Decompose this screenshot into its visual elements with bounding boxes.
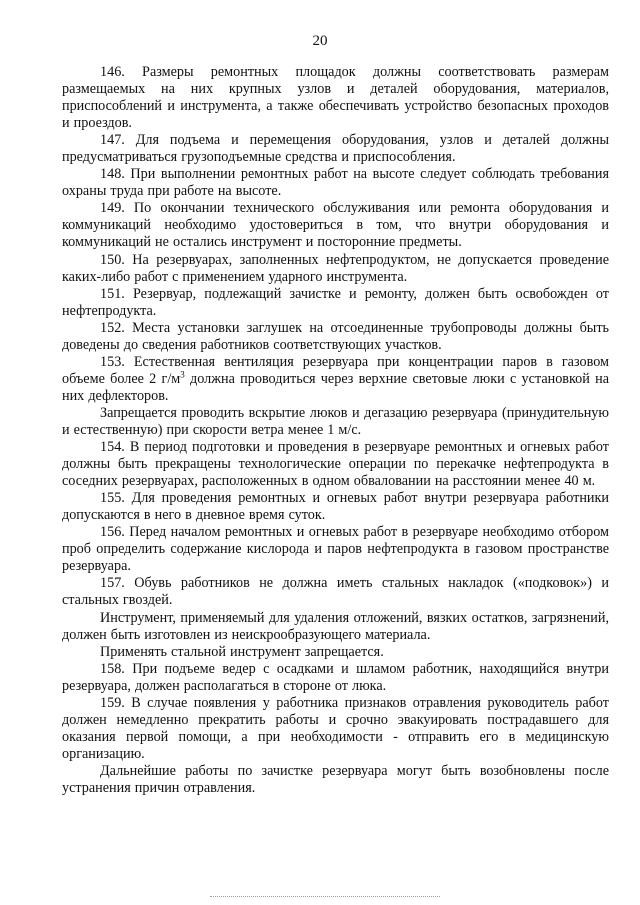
paragraph-151: 151. Резервуар, подлежащий зачистке и ремонту, должен быть освобожден от нефтепродукта. xyxy=(62,285,609,319)
paragraph-wind-restriction: Запрещается проводить вскрытие люков и дегазацию резервуара (принудительную и естественную) при скорости ветра менее 1 м/с. xyxy=(62,404,609,438)
paragraph-154: 154. В период подготовки и проведения в резервуаре ремонтных и огневых работ должны быть прекращены технологические операции по перекачке нефтепродукта в соседних резервуарах, расположенных в одном обваловании на расстоянии менее 40 м. xyxy=(62,439,609,490)
unit-exponent: 3 xyxy=(180,369,185,380)
document-body xyxy=(62,64,609,797)
paragraph-148: 148. При выполнении ремонтных работ на высоте следует соблюдать требования охраны труда при работе на высоте. xyxy=(62,166,609,200)
paragraph-153-end: должна проводиться через верхние световые люки с установкой на них дефлекторов. xyxy=(62,370,610,404)
paragraph-150: 150. На резервуарах, заполненных нефтепродуктом, не допускается проведение каких-либо работ с применением ударного инструмента. xyxy=(62,251,609,285)
paragraph-159: 159. В случае появления у работника признаков отравления руководитель работ должен немедленно прекратить работы и срочно эвакуировать пострадавшего для оказания первой помощи, а при необходимости - отправить его в медицинскую организацию. xyxy=(62,694,609,762)
paragraph-152: 152. Места установки заглушек на отсоединенные трубопроводы должны быть доведены до сведения работников соответствующих участков. xyxy=(62,319,609,353)
paragraph-steel-tools-ban: Применять стальной инструмент запрещается. xyxy=(100,643,384,660)
paragraph-157: 157. Обувь работников не должна иметь стальных накладок («подковок») и стальных гвоздей. xyxy=(62,575,609,609)
paragraph-147: 147. Для подъема и перемещения оборудования, узлов и деталей должны предусматриваться грузоподъемные средства и приспособления. xyxy=(62,132,609,166)
paragraph-156: 156. Перед началом ремонтных и огневых работ в резервуаре необходимо отбором проб определить содержание кислорода и паров нефтепродукта в газовом пространстве резервуара. xyxy=(62,524,609,575)
page-number: 20 xyxy=(312,33,328,49)
paragraph-153 xyxy=(62,354,609,405)
paragraph-149: 149. По окончании технического обслуживания или ремонта оборудования и коммуникаций необходимо удостовериться в том, что внутри оборудования и коммуникаций не остались инструмент и посторонние предметы. xyxy=(62,200,609,251)
paragraph-158: 158. При подъеме ведер с осадками и шламом работник, находящийся внутри резервуара, должен располагаться в стороне от люка. xyxy=(62,660,609,694)
scan-artifact-line xyxy=(210,896,440,898)
paragraph-tools-material: Инструмент, применяемый для удаления отложений, вязких остатков, загрязнений, должен быть изготовлен из неискрообразующего материала. xyxy=(62,609,609,643)
paragraph-153-start: 153. Естественная вентиляция резервуара при концентрации паров в газовом объеме более 2 г/м xyxy=(62,353,609,387)
paragraph-resume-work: Дальнейшие работы по зачистке резервуара могут быть возобновлены после устранения причин отравления. xyxy=(62,762,609,796)
paragraph-155: 155. Для проведения ремонтных и огневых работ внутри резервуара работники допускаются в него в дневное время суток. xyxy=(62,490,609,524)
paragraph-146: 146. Размеры ремонтных площадок должны соответствовать размерам размещаемых на них крупных узлов и деталей оборудования, материалов, приспособлений и инструмента, а также обеспечивать устройство безопасных проходов и проездов. xyxy=(62,64,609,132)
